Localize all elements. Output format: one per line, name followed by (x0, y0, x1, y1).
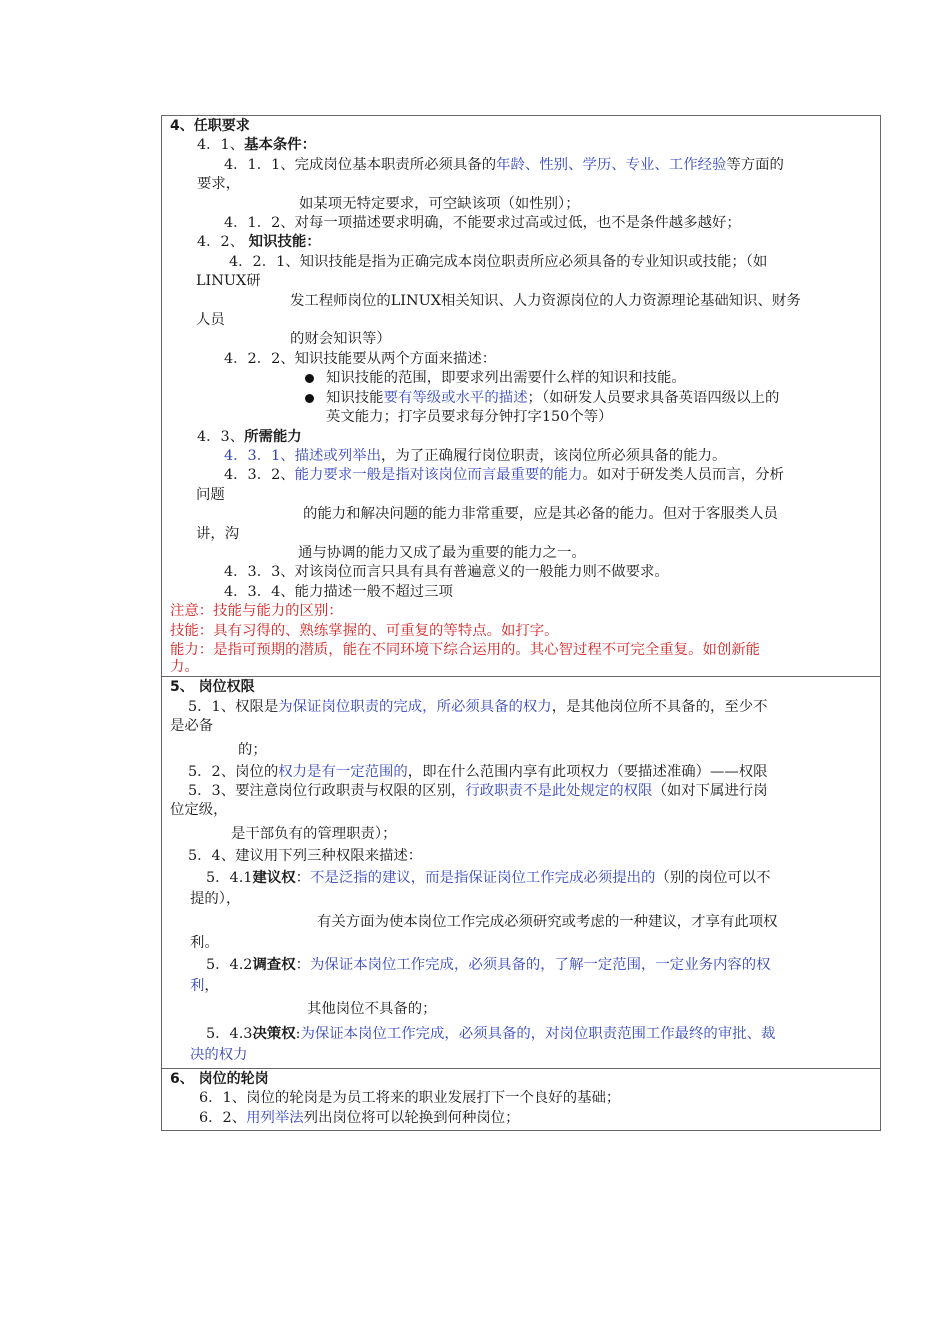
bullet-item-cont: 英文能力；打字员要求每分钟打字150个等） (326, 409, 613, 426)
line-4-1-1 (170, 156, 872, 175)
line-5-1 (170, 698, 872, 717)
highlight-text: 4．3．1、描述或列举出 (224, 447, 381, 464)
text: 。如对于研发类人员而言，分析 (582, 467, 784, 484)
bullet-icon (305, 374, 314, 383)
note-skill: 技能：具有习得的、熟练掌握的、可重复的等特点。如打字。 (170, 622, 559, 639)
text: : (295, 1026, 301, 1043)
highlight-text: 能力要求一般是指对该岗位而言最重要的能力 (294, 467, 583, 484)
line-5-4-3-b (170, 1046, 872, 1065)
line-5-1-b: 是必备 (170, 718, 214, 735)
subsection-number: 4．3、 (197, 428, 245, 445)
line-4-1-1-note: 如某项无特定要求，可空缺该项（如性别）； (299, 195, 580, 212)
section-qualifications (162, 116, 880, 676)
highlight-text: 不是泛指的建议，而是指保证岗位工作完成必须提出的 (310, 870, 656, 887)
text: 5．2、岗位的 (188, 763, 279, 780)
line-5-1-c: 的； (238, 741, 267, 758)
text: 5．1、权限是 (188, 698, 279, 715)
text: ；（如研发人员要求具备英语四级以上的 (527, 389, 780, 406)
permission-type: 决策权 (252, 1026, 296, 1043)
line-5-4-2-b (170, 977, 872, 996)
section-5-title: 5、 岗位权限 (170, 679, 255, 696)
text: 6．2、 (199, 1109, 247, 1126)
text: 知识技能 (326, 389, 384, 406)
bullet-text: 知识技能的范围，即要求列出需要什么样的知识和技能。 (326, 370, 686, 387)
subsection-heading: 基本条件： (244, 137, 317, 154)
text: 5．3、要注意岗位行政职责与权限的区别， (188, 783, 466, 799)
line-4-1-1-cont: 要求， (197, 176, 241, 193)
text: ： (295, 870, 311, 887)
highlight-text: 年龄、性别、学历、专业、工作经验 (496, 156, 727, 173)
permission-type: 建议权 (252, 870, 296, 887)
bullet-icon (305, 394, 314, 403)
text: 5．4.1 (206, 870, 253, 887)
text: ， (204, 978, 219, 995)
line-4-3-2-d: 讲，沟 (196, 525, 240, 542)
subsection-4-1 (170, 136, 872, 155)
section-4-title: 4、任职要求 (170, 118, 250, 134)
text: （如对下属进行岗 (652, 783, 768, 799)
note-ability-cont: 力。 (170, 659, 199, 676)
line-5-3 (170, 782, 872, 801)
highlight-text: 要有等级或水平的描述 (383, 389, 528, 406)
job-requirements-table (161, 115, 881, 1131)
line-4-3-2-e: 通与协调的能力又成了最为重要的能力之一。 (298, 544, 586, 561)
line-5-4-3 (170, 1022, 872, 1046)
note-ability: 能力：是指可预期的潜质，能在不同环境下综合运用的。其心智过程不可完全重复。如创新能 (170, 641, 761, 658)
subsection-number: 4．1、 (197, 137, 245, 154)
line-4-3-1 (170, 447, 872, 466)
highlight-text: 行政职责不是此处规定的权限 (465, 783, 653, 799)
section-permissions (162, 676, 880, 1067)
line-4-1-2: 4．1．2、对每一项描述要求明确，不能要求过高或过低，也不是条件越多越好； (224, 215, 741, 232)
text: 4．3．2、 (224, 467, 295, 484)
text: （别的岗位可以不 (655, 870, 771, 887)
text: 5．4.3 (206, 1026, 253, 1043)
text: 4．1．1、完成岗位基本职责所必须具备的 (224, 156, 497, 173)
line-6-1: 6．1、岗位的轮岗是为员工将来的职业发展打下一个良好的基础； (199, 1090, 621, 1107)
highlight-text: 权力是有一定范围的 (278, 763, 408, 780)
text: ： (295, 957, 311, 974)
line-5-4-1-d: 利。 (190, 934, 219, 951)
line-4-2-1-c: 发工程师岗位的LINUX相关知识、人力资源岗位的人力资源理论基础知识、财务 (290, 292, 801, 309)
subsection-number: 4．2、 (197, 234, 245, 251)
text: 等方面的 (726, 156, 784, 173)
highlight-text: 为保证本岗位工作完成，必须具备的，了解一定范围，一定业务内容的权 (310, 957, 771, 974)
note-heading: 注意：技能与能力的区别： (170, 603, 343, 620)
line-4-2-1-d: 人员 (196, 312, 225, 329)
text: 列出岗位将可以轮换到何种岗位； (303, 1109, 520, 1126)
line-4-3-3: 4．3．3、对该岗位而言只具有具有普遍意义的一般能力则不做要求。 (224, 564, 669, 581)
highlight-text: 用列举法 (246, 1109, 304, 1126)
permission-type: 调查权 (252, 957, 296, 974)
line-5-4-1-c: 有关方面为使本岗位工作完成必须研究或考虑的一种建议，才享有此项权 (317, 913, 778, 930)
bullet-item (170, 389, 872, 408)
line-5-4-2-c: 其他岗位不具备的； (307, 1001, 437, 1018)
line-5-4-1-b: 提的）， (190, 891, 241, 908)
highlight-text: 为保证本岗位工作完成，必须具备的，对岗位职责范围工作最终的审批、裁 (300, 1026, 776, 1043)
line-4-2-1: 4．2．1、知识技能是指为正确完成本岗位职责所应必须具备的专业知识或技能；（如 (229, 253, 768, 270)
subsection-heading: 所需能力 (244, 428, 302, 445)
highlight-text: 为保证岗位职责的完成，所必须具备的权力 (278, 698, 552, 715)
subsection-4-2 (170, 233, 872, 252)
line-4-3-2 (170, 466, 872, 485)
bullet-item (170, 369, 872, 388)
line-4-3-2-b: 问题 (196, 486, 225, 503)
line-4-3-4: 4．3．4、能力描述一般不超过三项 (224, 583, 453, 600)
text: 5．4.2 (206, 957, 253, 974)
line-5-2 (170, 763, 872, 782)
text: ，为了正确履行岗位职责，该岗位所必须具备的能力。 (380, 447, 727, 464)
line-5-3-c: 是干部负有的管理职责）； (231, 825, 397, 842)
line-5-3-b: 位定级， (170, 802, 228, 819)
text: ，即在什么范围内享有此项权力（要描述准确）——权限 (407, 763, 768, 780)
highlight-text: 利 (190, 978, 205, 995)
subsection-4-3 (170, 428, 872, 447)
line-4-3-2-c: 的能力和解决问题的能力非常重要，应是其必备的能力。但对于客服类人员 (303, 506, 778, 523)
section-rotation (162, 1068, 880, 1130)
line-4-2-2: 4．2．2、知识技能要从两个方面来描述： (224, 350, 497, 367)
line-5-4-1 (170, 866, 872, 890)
line-4-2-1-b: LINUX研 (196, 273, 261, 290)
section-6-title: 6、 岗位的轮岗 (170, 1070, 269, 1087)
text: ，是其他岗位所不具备的，至少不 (551, 698, 768, 715)
line-6-2 (170, 1109, 872, 1128)
line-5-4: 5．4、建议用下列三种权限来描述： (188, 847, 423, 864)
line-5-4-2 (170, 953, 872, 977)
highlight-text: 决的权力 (190, 1047, 248, 1064)
subsection-heading: 知识技能： (248, 234, 321, 251)
line-4-2-1-e: 的财会知识等） (290, 331, 391, 348)
